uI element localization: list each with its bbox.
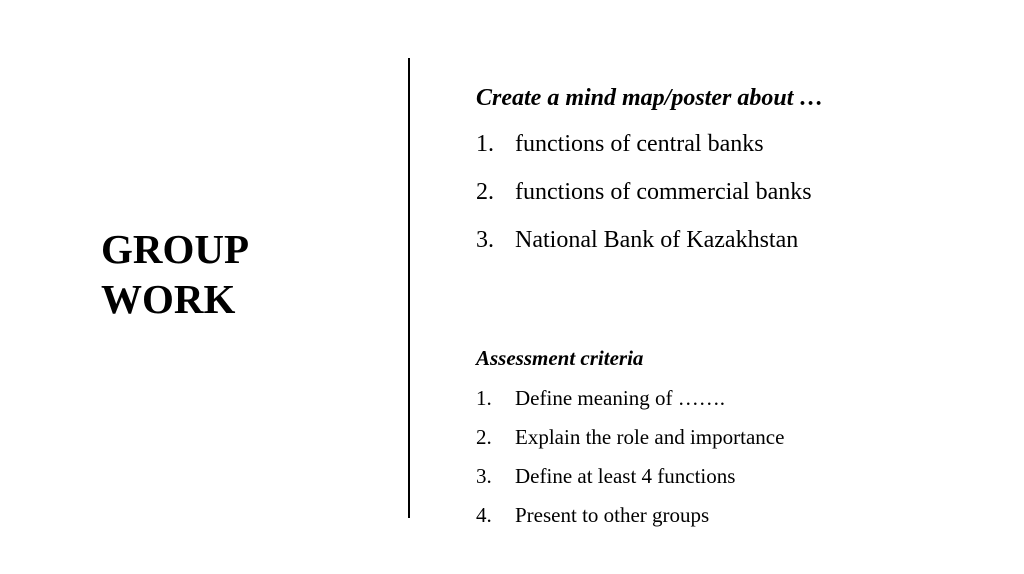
- list-item-text: functions of commercial banks: [515, 179, 812, 205]
- task-list-item: [476, 178, 812, 206]
- slide-title-line-2: WORK: [101, 276, 236, 322]
- list-item-text: Present to other groups: [515, 503, 710, 527]
- list-number: 1.: [476, 386, 492, 410]
- list-number: 3.: [476, 464, 492, 488]
- list-number: 2.: [476, 179, 494, 205]
- list-number: 4.: [476, 503, 492, 527]
- task-list-item: [476, 226, 812, 254]
- vertical-divider: [408, 58, 410, 518]
- task-heading: Create a mind map/poster about …: [476, 85, 824, 111]
- criteria-list-item: [476, 424, 784, 450]
- criteria-list: [476, 385, 784, 541]
- criteria-list-item: [476, 463, 784, 489]
- list-number: 2.: [476, 425, 492, 449]
- list-item-text: Explain the role and importance: [515, 425, 785, 449]
- list-item-text: functions of central banks: [515, 131, 764, 157]
- criteria-heading: Assessment criteria: [476, 346, 644, 370]
- task-list: [476, 130, 812, 274]
- criteria-list-item: [476, 502, 784, 528]
- slide-title: [101, 224, 381, 324]
- task-list-item: [476, 130, 812, 158]
- list-number: 1.: [476, 131, 494, 157]
- list-item-text: Define at least 4 functions: [515, 464, 736, 488]
- criteria-list-item: [476, 385, 784, 411]
- list-item-text: National Bank of Kazakhstan: [515, 227, 799, 253]
- list-number: 3.: [476, 227, 494, 253]
- slide-title-line-1: GROUP: [101, 226, 250, 272]
- list-item-text: Define meaning of …….: [515, 386, 725, 410]
